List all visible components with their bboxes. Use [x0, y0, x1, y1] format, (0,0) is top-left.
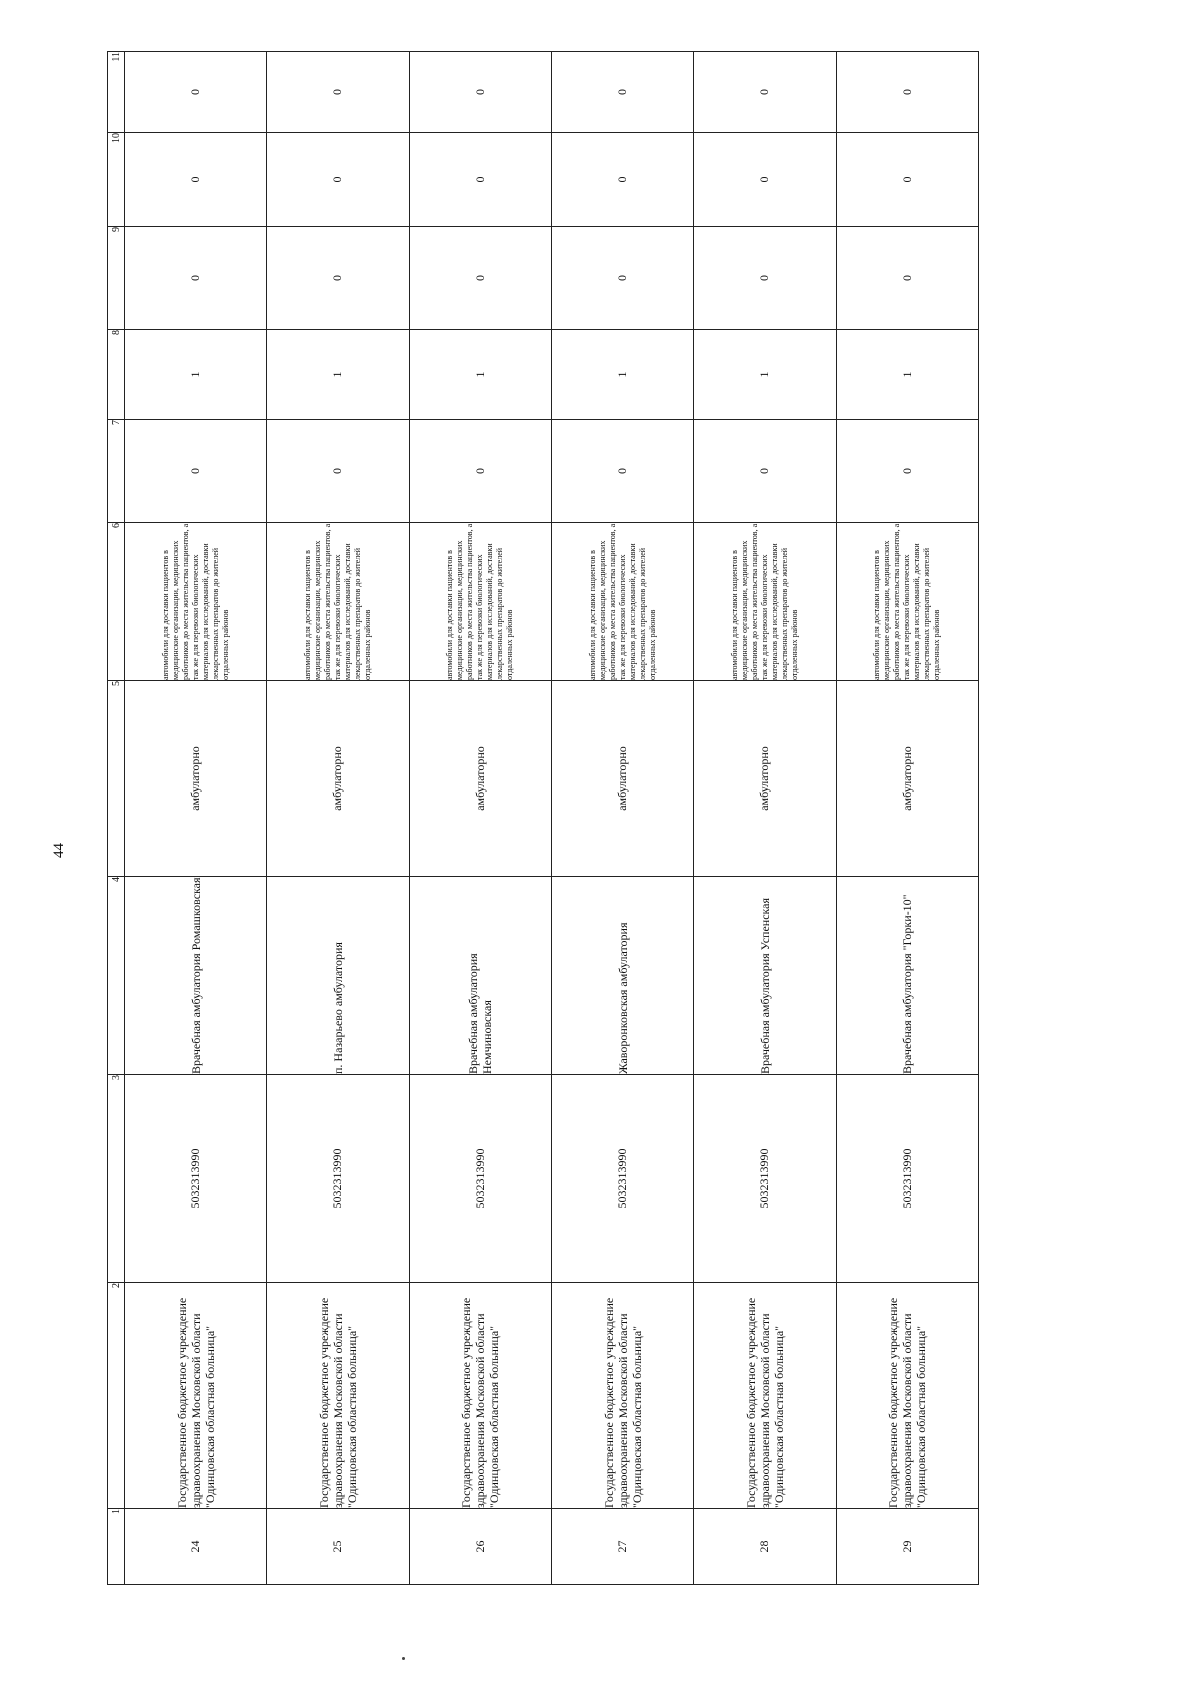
- col9-value: 0: [836, 227, 978, 330]
- column-header: 3: [108, 1075, 125, 1283]
- table-rotated-container: [107, 52, 979, 1585]
- column-header: 11: [108, 52, 125, 133]
- column-header: 8: [108, 330, 125, 420]
- vehicle-purpose: автомобили для доставки пациентов в медицинские организации, медицинских работников до места жительства пациентов, а так же для перевозки биологических материалов для исследований, доставки лекарственных препаратов до жителей отдаленных районов: [409, 523, 551, 681]
- facility-name: Врачебная амбулатория Успенская: [694, 877, 836, 1075]
- row-number: 29: [836, 1509, 978, 1585]
- col10-value: 0: [267, 133, 409, 227]
- inn-value: 5032313990: [125, 1075, 267, 1283]
- organization-name: Государственное бюджетное учреждение здравоохранения Московской области "Одинцовская областная больница": [409, 1283, 551, 1509]
- inn-value: 5032313990: [551, 1075, 693, 1283]
- col10-value: 0: [694, 133, 836, 227]
- column-header: 9: [108, 227, 125, 330]
- col9-value: 0: [551, 227, 693, 330]
- col11-value: 0: [409, 52, 551, 133]
- organization-name: Государственное бюджетное учреждение здравоохранения Московской области "Одинцовская областная больница": [125, 1283, 267, 1509]
- table-row: [125, 52, 267, 1585]
- col9-value: 0: [267, 227, 409, 330]
- col8-value: 1: [409, 330, 551, 420]
- care-mode: амбулаторно: [694, 681, 836, 877]
- scan-speck: [402, 1657, 405, 1660]
- page-number: 44: [51, 843, 67, 858]
- col7-value: 0: [409, 420, 551, 523]
- col11-value: 0: [694, 52, 836, 133]
- table-row: [694, 52, 836, 1585]
- col11-value: 0: [551, 52, 693, 133]
- row-number: 24: [125, 1509, 267, 1585]
- facility-name: Жаворонковская амбулатория: [551, 877, 693, 1075]
- vehicle-purpose: автомобили для доставки пациентов в медицинские организации, медицинских работников до места жительства пациентов, а так же для перевозки биологических материалов для исследований, доставки лекарственных препаратов до жителей отдаленных районов: [836, 523, 978, 681]
- column-header: 5: [108, 681, 125, 877]
- col10-value: 0: [409, 133, 551, 227]
- facility-name: Врачебная амбулатория Ромашковская: [125, 877, 267, 1075]
- column-header: 4: [108, 877, 125, 1075]
- col9-value: 0: [409, 227, 551, 330]
- row-number: 27: [551, 1509, 693, 1585]
- column-header: 7: [108, 420, 125, 523]
- col11-value: 0: [836, 52, 978, 133]
- col7-value: 0: [125, 420, 267, 523]
- column-header: 2: [108, 1283, 125, 1509]
- col8-value: 1: [267, 330, 409, 420]
- row-number: 25: [267, 1509, 409, 1585]
- care-mode: амбулаторно: [267, 681, 409, 877]
- col7-value: 0: [694, 420, 836, 523]
- row-number: 26: [409, 1509, 551, 1585]
- col8-value: 1: [551, 330, 693, 420]
- vehicle-purpose: автомобили для доставки пациентов в медицинские организации, медицинских работников до места жительства пациентов, а так же для перевозки биологических материалов для исследований, доставки лекарственных препаратов до жителей отдаленных районов: [694, 523, 836, 681]
- col10-value: 0: [836, 133, 978, 227]
- col8-value: 1: [125, 330, 267, 420]
- vehicle-table: [107, 51, 979, 1585]
- table-row: [836, 52, 978, 1585]
- col9-value: 0: [125, 227, 267, 330]
- col8-value: 1: [836, 330, 978, 420]
- row-number: 28: [694, 1509, 836, 1585]
- facility-name: Врачебная амбулатория Немчиновская: [409, 877, 551, 1075]
- inn-value: 5032313990: [267, 1075, 409, 1283]
- table-row: [551, 52, 693, 1585]
- facility-name: Врачебная амбулатория "Горки-10": [836, 877, 978, 1075]
- table-row: [409, 52, 551, 1585]
- care-mode: амбулаторно: [125, 681, 267, 877]
- inn-value: 5032313990: [836, 1075, 978, 1283]
- vehicle-purpose: автомобили для доставки пациентов в медицинские организации, медицинских работников до места жительства пациентов, а так же для перевозки биологических материалов для исследований, доставки лекарственных препаратов до жителей отдаленных районов: [267, 523, 409, 681]
- organization-name: Государственное бюджетное учреждение здравоохранения Московской области "Одинцовская областная больница": [551, 1283, 693, 1509]
- inn-value: 5032313990: [694, 1075, 836, 1283]
- col10-value: 0: [125, 133, 267, 227]
- vehicle-purpose: автомобили для доставки пациентов в медицинские организации, медицинских работников до места жительства пациентов, а так же для перевозки биологических материалов для исследований, доставки лекарственных препаратов до жителей отдаленных районов: [125, 523, 267, 681]
- organization-name: Государственное бюджетное учреждение здравоохранения Московской области "Одинцовская областная больница": [836, 1283, 978, 1509]
- inn-value: 5032313990: [409, 1075, 551, 1283]
- organization-name: Государственное бюджетное учреждение здравоохранения Московской области "Одинцовская областная больница": [694, 1283, 836, 1509]
- col11-value: 0: [267, 52, 409, 133]
- col7-value: 0: [267, 420, 409, 523]
- col10-value: 0: [551, 133, 693, 227]
- column-number-row: [108, 52, 125, 1585]
- vehicle-purpose: автомобили для доставки пациентов в медицинские организации, медицинских работников до места жительства пациентов, а так же для перевозки биологических материалов для исследований, доставки лекарственных препаратов до жителей отдаленных районов: [551, 523, 693, 681]
- column-header: 1: [108, 1509, 125, 1585]
- column-header: 6: [108, 523, 125, 681]
- col7-value: 0: [551, 420, 693, 523]
- care-mode: амбулаторно: [551, 681, 693, 877]
- care-mode: амбулаторно: [836, 681, 978, 877]
- facility-name: п. Назарьево амбулатория: [267, 877, 409, 1075]
- table-row: [267, 52, 409, 1585]
- column-header: 10: [108, 133, 125, 227]
- care-mode: амбулаторно: [409, 681, 551, 877]
- organization-name: Государственное бюджетное учреждение здравоохранения Московской области "Одинцовская областная больница": [267, 1283, 409, 1509]
- col8-value: 1: [694, 330, 836, 420]
- col9-value: 0: [694, 227, 836, 330]
- col11-value: 0: [125, 52, 267, 133]
- col7-value: 0: [836, 420, 978, 523]
